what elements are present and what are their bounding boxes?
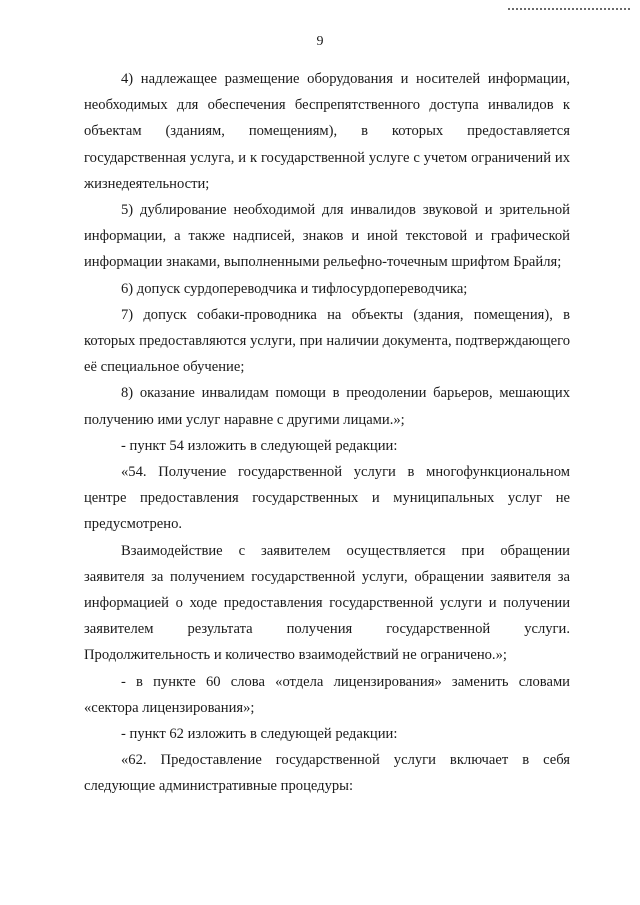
paragraph-clause-54: «54. Получение государственной услуги в многофункциональном центре предоставления государственных и муниципальных услуг не предусмотрено.	[84, 464, 570, 533]
paragraph-item-4: 4) надлежащее размещение оборудования и носителей информации, необходимых для обеспечения беспрепятственного доступа инвалидов к объектам (зданиям, помещениям), в которых предоставляется государственная услуга, и к государственной услуге с учетом ограничений их жизнедеятельности;	[84, 71, 570, 192]
paragraph-amend-62: - пункт 62 изложить в следующей редакции:	[121, 726, 398, 743]
paragraph-amend-54: - пункт 54 изложить в следующей редакции:	[121, 437, 398, 454]
paragraph-amend-60: - в пункте 60 слова «отдела лицензирования» заменить словами «сектора лицензирования»;	[84, 673, 570, 716]
paragraph-item-8: 8) оказание инвалидам помощи в преодолении барьеров, мешающих получению ими услуг наравне с другими лицами.»;	[84, 385, 570, 428]
scan-edge-mark	[508, 8, 630, 13]
page-number: 9	[316, 34, 324, 49]
paragraph-interaction: Взаимодействие с заявителем осуществляется при обращении заявителя за получением государственной услуги, обращении заявителя за информацией о ходе предоставления государственной услуги и получении заявителем результата получения государственной услуги. Продолжительность и количество взаимодействий не ограничено.»;	[84, 542, 570, 664]
paragraph-item-7: 7) допуск собаки-проводника на объекты (здания, помещения), в которых предоставляются услуги, при наличии документа, подтверждающего её специальное обучение;	[84, 306, 570, 376]
paragraph-item-6: 6) допуск сурдопереводчика и тифлосурдопереводчика;	[121, 280, 468, 297]
paragraph-item-5: 5) дублирование необходимой для инвалидов звуковой и зрительной информации, а также надписей, знаков и иной текстовой и графической информации знаками, выполненными рельефно-точечным шрифтом Брайля;	[84, 202, 570, 271]
paragraph-clause-62: «62. Предоставление государственной услуги включает в себя следующие административные процедуры:	[84, 752, 570, 795]
document-body	[84, 66, 570, 800]
